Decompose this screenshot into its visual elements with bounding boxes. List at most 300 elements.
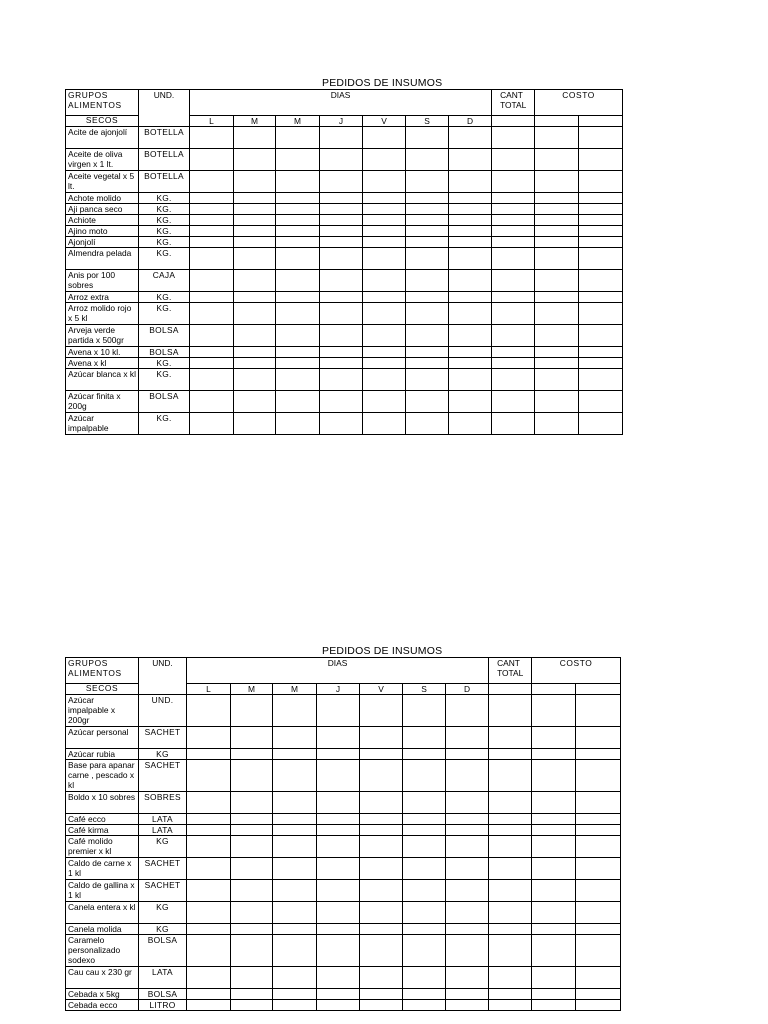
entry-cell[interactable] [317,836,360,858]
entry-cell[interactable] [320,325,363,347]
entry-cell[interactable] [535,358,579,369]
entry-cell[interactable] [190,369,234,391]
entry-cell[interactable] [535,215,579,226]
entry-cell[interactable] [406,149,449,171]
entry-cell[interactable] [406,358,449,369]
entry-cell[interactable] [535,292,579,303]
entry-cell[interactable] [532,836,576,858]
entry-cell[interactable] [320,171,363,193]
entry-cell[interactable] [403,760,446,792]
entry-cell[interactable] [579,226,623,237]
entry-cell[interactable] [492,369,535,391]
entry-cell[interactable] [187,967,231,989]
entry-cell[interactable] [231,967,273,989]
entry-cell[interactable] [360,967,403,989]
entry-cell[interactable] [363,237,406,248]
entry-cell[interactable] [231,902,273,924]
entry-cell[interactable] [403,858,446,880]
entry-cell[interactable] [449,303,492,325]
entry-cell[interactable] [535,303,579,325]
entry-cell[interactable] [190,270,234,292]
entry-cell[interactable] [406,204,449,215]
entry-cell[interactable] [360,902,403,924]
entry-cell[interactable] [576,749,621,760]
entry-cell[interactable] [273,792,317,814]
entry-cell[interactable] [489,792,532,814]
entry-cell[interactable] [363,325,406,347]
entry-cell[interactable] [446,749,489,760]
entry-cell[interactable] [360,727,403,749]
entry-cell[interactable] [406,127,449,149]
entry-cell[interactable] [273,935,317,967]
entry-cell[interactable] [187,727,231,749]
entry-cell[interactable] [231,825,273,836]
entry-cell[interactable] [234,226,276,237]
entry-cell[interactable] [406,292,449,303]
entry-cell[interactable] [446,760,489,792]
entry-cell[interactable] [403,880,446,902]
entry-cell[interactable] [535,413,579,435]
entry-cell[interactable] [320,413,363,435]
entry-cell[interactable] [234,248,276,270]
entry-cell[interactable] [360,880,403,902]
entry-cell[interactable] [576,727,621,749]
entry-cell[interactable] [403,836,446,858]
entry-cell[interactable] [276,325,320,347]
entry-cell[interactable] [360,989,403,1000]
entry-cell[interactable] [231,727,273,749]
entry-cell[interactable] [449,347,492,358]
entry-cell[interactable] [317,989,360,1000]
entry-cell[interactable] [489,836,532,858]
entry-cell[interactable] [363,215,406,226]
entry-cell[interactable] [187,902,231,924]
entry-cell[interactable] [579,292,623,303]
entry-cell[interactable] [406,391,449,413]
entry-cell[interactable] [276,358,320,369]
entry-cell[interactable] [276,347,320,358]
entry-cell[interactable] [576,935,621,967]
entry-cell[interactable] [576,836,621,858]
entry-cell[interactable] [360,924,403,935]
entry-cell[interactable] [273,1000,317,1011]
entry-cell[interactable] [532,924,576,935]
entry-cell[interactable] [363,358,406,369]
entry-cell[interactable] [363,413,406,435]
entry-cell[interactable] [187,935,231,967]
entry-cell[interactable] [449,413,492,435]
entry-cell[interactable] [403,825,446,836]
entry-cell[interactable] [234,325,276,347]
entry-cell[interactable] [276,226,320,237]
entry-cell[interactable] [579,127,623,149]
entry-cell[interactable] [406,226,449,237]
entry-cell[interactable] [317,967,360,989]
entry-cell[interactable] [317,924,360,935]
entry-cell[interactable] [449,226,492,237]
entry-cell[interactable] [234,358,276,369]
entry-cell[interactable] [492,347,535,358]
entry-cell[interactable] [231,935,273,967]
entry-cell[interactable] [276,215,320,226]
entry-cell[interactable] [234,369,276,391]
entry-cell[interactable] [576,880,621,902]
entry-cell[interactable] [403,814,446,825]
entry-cell[interactable] [532,880,576,902]
entry-cell[interactable] [320,270,363,292]
entry-cell[interactable] [320,358,363,369]
entry-cell[interactable] [532,760,576,792]
entry-cell[interactable] [576,814,621,825]
entry-cell[interactable] [579,149,623,171]
entry-cell[interactable] [406,237,449,248]
entry-cell[interactable] [449,193,492,204]
entry-cell[interactable] [187,760,231,792]
entry-cell[interactable] [489,814,532,825]
entry-cell[interactable] [492,358,535,369]
entry-cell[interactable] [360,814,403,825]
entry-cell[interactable] [449,248,492,270]
entry-cell[interactable] [489,924,532,935]
entry-cell[interactable] [406,270,449,292]
entry-cell[interactable] [317,814,360,825]
entry-cell[interactable] [579,248,623,270]
entry-cell[interactable] [535,127,579,149]
entry-cell[interactable] [317,760,360,792]
entry-cell[interactable] [579,193,623,204]
entry-cell[interactable] [276,149,320,171]
entry-cell[interactable] [535,171,579,193]
entry-cell[interactable] [532,727,576,749]
entry-cell[interactable] [190,292,234,303]
entry-cell[interactable] [234,171,276,193]
entry-cell[interactable] [317,792,360,814]
entry-cell[interactable] [492,248,535,270]
entry-cell[interactable] [535,193,579,204]
entry-cell[interactable] [320,369,363,391]
entry-cell[interactable] [190,391,234,413]
entry-cell[interactable] [363,226,406,237]
entry-cell[interactable] [489,989,532,1000]
entry-cell[interactable] [492,391,535,413]
entry-cell[interactable] [320,292,363,303]
entry-cell[interactable] [273,880,317,902]
entry-cell[interactable] [449,127,492,149]
entry-cell[interactable] [363,149,406,171]
entry-cell[interactable] [320,193,363,204]
entry-cell[interactable] [360,935,403,967]
entry-cell[interactable] [579,369,623,391]
entry-cell[interactable] [492,237,535,248]
entry-cell[interactable] [273,814,317,825]
entry-cell[interactable] [449,270,492,292]
entry-cell[interactable] [317,825,360,836]
entry-cell[interactable] [576,924,621,935]
entry-cell[interactable] [276,391,320,413]
entry-cell[interactable] [317,858,360,880]
entry-cell[interactable] [360,792,403,814]
entry-cell[interactable] [320,215,363,226]
entry-cell[interactable] [535,237,579,248]
entry-cell[interactable] [234,204,276,215]
entry-cell[interactable] [535,226,579,237]
entry-cell[interactable] [576,760,621,792]
entry-cell[interactable] [446,814,489,825]
entry-cell[interactable] [579,358,623,369]
entry-cell[interactable] [276,237,320,248]
entry-cell[interactable] [273,760,317,792]
entry-cell[interactable] [363,369,406,391]
entry-cell[interactable] [446,967,489,989]
entry-cell[interactable] [273,902,317,924]
entry-cell[interactable] [360,760,403,792]
entry-cell[interactable] [403,792,446,814]
entry-cell[interactable] [190,347,234,358]
entry-cell[interactable] [576,858,621,880]
entry-cell[interactable] [273,858,317,880]
entry-cell[interactable] [449,215,492,226]
entry-cell[interactable] [363,171,406,193]
entry-cell[interactable] [403,727,446,749]
entry-cell[interactable] [276,193,320,204]
entry-cell[interactable] [489,935,532,967]
entry-cell[interactable] [579,270,623,292]
entry-cell[interactable] [234,303,276,325]
entry-cell[interactable] [231,814,273,825]
entry-cell[interactable] [446,727,489,749]
entry-cell[interactable] [231,749,273,760]
entry-cell[interactable] [489,727,532,749]
entry-cell[interactable] [446,858,489,880]
entry-cell[interactable] [403,749,446,760]
entry-cell[interactable] [276,369,320,391]
entry-cell[interactable] [317,935,360,967]
entry-cell[interactable] [273,825,317,836]
entry-cell[interactable] [449,237,492,248]
entry-cell[interactable] [276,204,320,215]
entry-cell[interactable] [489,695,532,727]
entry-cell[interactable] [276,127,320,149]
entry-cell[interactable] [489,1000,532,1011]
entry-cell[interactable] [360,836,403,858]
entry-cell[interactable] [489,967,532,989]
entry-cell[interactable] [187,814,231,825]
entry-cell[interactable] [360,858,403,880]
entry-cell[interactable] [317,727,360,749]
entry-cell[interactable] [532,902,576,924]
entry-cell[interactable] [363,204,406,215]
entry-cell[interactable] [406,325,449,347]
entry-cell[interactable] [234,127,276,149]
entry-cell[interactable] [576,902,621,924]
entry-cell[interactable] [190,358,234,369]
entry-cell[interactable] [363,270,406,292]
entry-cell[interactable] [492,270,535,292]
entry-cell[interactable] [363,292,406,303]
entry-cell[interactable] [449,204,492,215]
entry-cell[interactable] [446,695,489,727]
entry-cell[interactable] [576,825,621,836]
entry-cell[interactable] [231,858,273,880]
entry-cell[interactable] [532,967,576,989]
entry-cell[interactable] [234,149,276,171]
entry-cell[interactable] [363,193,406,204]
entry-cell[interactable] [446,836,489,858]
entry-cell[interactable] [449,391,492,413]
entry-cell[interactable] [579,325,623,347]
entry-cell[interactable] [320,149,363,171]
entry-cell[interactable] [449,149,492,171]
entry-cell[interactable] [489,825,532,836]
entry-cell[interactable] [403,695,446,727]
entry-cell[interactable] [535,270,579,292]
entry-cell[interactable] [406,347,449,358]
entry-cell[interactable] [446,792,489,814]
entry-cell[interactable] [273,695,317,727]
entry-cell[interactable] [187,825,231,836]
entry-cell[interactable] [190,193,234,204]
entry-cell[interactable] [403,989,446,1000]
entry-cell[interactable] [492,127,535,149]
entry-cell[interactable] [234,391,276,413]
entry-cell[interactable] [231,836,273,858]
entry-cell[interactable] [320,237,363,248]
entry-cell[interactable] [403,1000,446,1011]
entry-cell[interactable] [446,880,489,902]
entry-cell[interactable] [320,391,363,413]
entry-cell[interactable] [190,226,234,237]
entry-cell[interactable] [535,325,579,347]
entry-cell[interactable] [579,204,623,215]
entry-cell[interactable] [446,1000,489,1011]
entry-cell[interactable] [187,749,231,760]
entry-cell[interactable] [276,248,320,270]
entry-cell[interactable] [492,226,535,237]
entry-cell[interactable] [234,237,276,248]
entry-cell[interactable] [234,413,276,435]
entry-cell[interactable] [234,270,276,292]
entry-cell[interactable] [190,303,234,325]
entry-cell[interactable] [190,149,234,171]
entry-cell[interactable] [231,695,273,727]
entry-cell[interactable] [406,193,449,204]
entry-cell[interactable] [579,303,623,325]
entry-cell[interactable] [187,924,231,935]
entry-cell[interactable] [449,171,492,193]
entry-cell[interactable] [273,989,317,1000]
entry-cell[interactable] [190,248,234,270]
entry-cell[interactable] [489,858,532,880]
entry-cell[interactable] [576,792,621,814]
entry-cell[interactable] [406,248,449,270]
entry-cell[interactable] [406,215,449,226]
entry-cell[interactable] [576,1000,621,1011]
entry-cell[interactable] [187,858,231,880]
entry-cell[interactable] [276,303,320,325]
entry-cell[interactable] [406,413,449,435]
entry-cell[interactable] [231,792,273,814]
entry-cell[interactable] [489,760,532,792]
entry-cell[interactable] [317,880,360,902]
entry-cell[interactable] [406,369,449,391]
entry-cell[interactable] [532,825,576,836]
entry-cell[interactable] [363,347,406,358]
entry-cell[interactable] [532,695,576,727]
entry-cell[interactable] [276,292,320,303]
entry-cell[interactable] [492,149,535,171]
entry-cell[interactable] [492,204,535,215]
entry-cell[interactable] [190,215,234,226]
entry-cell[interactable] [190,325,234,347]
entry-cell[interactable] [535,391,579,413]
entry-cell[interactable] [492,193,535,204]
entry-cell[interactable] [532,858,576,880]
entry-cell[interactable] [234,193,276,204]
entry-cell[interactable] [492,215,535,226]
entry-cell[interactable] [403,967,446,989]
entry-cell[interactable] [403,902,446,924]
entry-cell[interactable] [317,695,360,727]
entry-cell[interactable] [231,924,273,935]
entry-cell[interactable] [535,347,579,358]
entry-cell[interactable] [187,989,231,1000]
entry-cell[interactable] [446,825,489,836]
entry-cell[interactable] [190,204,234,215]
entry-cell[interactable] [579,413,623,435]
entry-cell[interactable] [535,149,579,171]
entry-cell[interactable] [532,792,576,814]
entry-cell[interactable] [276,171,320,193]
entry-cell[interactable] [187,1000,231,1011]
entry-cell[interactable] [492,303,535,325]
entry-cell[interactable] [273,924,317,935]
entry-cell[interactable] [234,292,276,303]
entry-cell[interactable] [320,204,363,215]
entry-cell[interactable] [317,902,360,924]
entry-cell[interactable] [579,237,623,248]
entry-cell[interactable] [532,749,576,760]
entry-cell[interactable] [532,814,576,825]
entry-cell[interactable] [406,303,449,325]
entry-cell[interactable] [273,727,317,749]
entry-cell[interactable] [403,935,446,967]
entry-cell[interactable] [231,760,273,792]
entry-cell[interactable] [320,347,363,358]
entry-cell[interactable] [489,902,532,924]
entry-cell[interactable] [446,902,489,924]
entry-cell[interactable] [535,369,579,391]
entry-cell[interactable] [360,695,403,727]
entry-cell[interactable] [449,292,492,303]
entry-cell[interactable] [492,325,535,347]
entry-cell[interactable] [535,204,579,215]
entry-cell[interactable] [273,836,317,858]
entry-cell[interactable] [532,935,576,967]
entry-cell[interactable] [363,391,406,413]
entry-cell[interactable] [403,924,446,935]
entry-cell[interactable] [532,989,576,1000]
entry-cell[interactable] [576,695,621,727]
entry-cell[interactable] [489,880,532,902]
entry-cell[interactable] [234,215,276,226]
entry-cell[interactable] [492,292,535,303]
entry-cell[interactable] [363,248,406,270]
entry-cell[interactable] [492,413,535,435]
entry-cell[interactable] [234,347,276,358]
entry-cell[interactable] [320,248,363,270]
entry-cell[interactable] [231,989,273,1000]
entry-cell[interactable] [579,171,623,193]
